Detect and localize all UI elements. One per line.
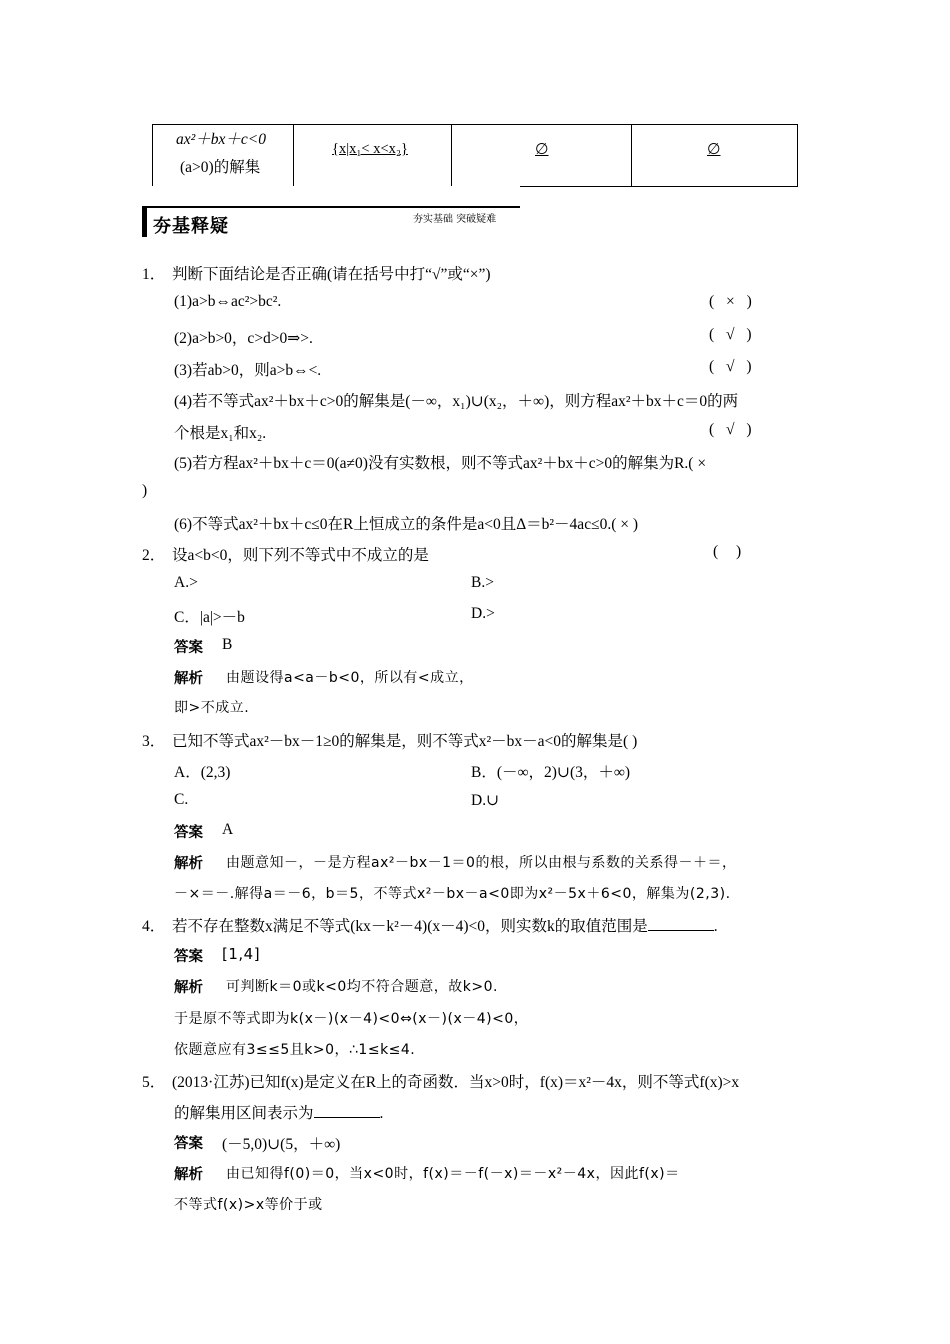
analysis-text: －×＝－.解得a＝－6，b＝5，不等式x²－bx－a<0即为x²－5x＋6<0，解集为(2,3). bbox=[174, 886, 731, 902]
table-divider bbox=[293, 124, 294, 186]
option-c: C. bbox=[174, 791, 189, 808]
answer-value: (－5,0)∪(5，＋∞) bbox=[222, 1136, 341, 1153]
section-rule bbox=[142, 206, 520, 208]
option-d: D.> bbox=[471, 605, 495, 622]
judge-item: (2)a>b>0，c>d>0⇒>. bbox=[174, 330, 313, 347]
answer-value: A bbox=[222, 821, 234, 838]
analysis-label: 解析 bbox=[174, 1167, 203, 1183]
question-stem: 判断下面结论是否正确(请在括号中打“√”或“×”) bbox=[172, 266, 491, 283]
question-stem-end: . bbox=[379, 1105, 384, 1122]
option-b: B.> bbox=[471, 574, 494, 591]
answer-label: 答案 bbox=[174, 949, 203, 965]
question-number: 2． bbox=[142, 547, 166, 564]
table-cell-empty: ∅ bbox=[535, 141, 549, 158]
option-b: B．(－∞，2)∪(3，＋∞) bbox=[471, 764, 631, 781]
analysis-text: 由题意知－，－是方程ax²－bx－1＝0的根，所以由根与系数的关系得－＋＝， bbox=[226, 855, 737, 871]
judge-item: (6)不等式ax²＋bx＋c≤0在R上恒成立的条件是a<0且Δ＝b²－4ac≤0.( × ) bbox=[174, 516, 639, 533]
question-stem-cont bbox=[174, 1101, 383, 1123]
judge-item: (4)若不等式ax²＋bx＋c>0的解集是(－∞，x₁)∪(x₂，＋∞)，则方程ax²＋bx＋c＝0的两 bbox=[174, 393, 739, 410]
table-divider bbox=[631, 124, 632, 186]
judge-item-cont: 个根是x₁和x₂. bbox=[174, 425, 267, 442]
judge-item-cont: ) bbox=[142, 482, 148, 499]
judge-mark: ( √ ) bbox=[709, 358, 752, 375]
answer-value: [1,4] bbox=[222, 945, 261, 963]
table-right-border bbox=[797, 124, 798, 186]
judge-item: (1)a>b⇔ac²>bc². bbox=[174, 293, 282, 310]
table-bottom-border bbox=[520, 186, 798, 187]
question-number: 1． bbox=[142, 266, 166, 283]
question-stem-end: . bbox=[713, 918, 718, 935]
judge-item: (5)若方程ax²＋bx＋c＝0(a≠0)没有实数根，则不等式ax²＋bx＋c>0的解集为R.( × bbox=[174, 455, 707, 472]
question-stem: (2013·江苏)已知f(x)是定义在R上的奇函数．当x>0时，f(x)＝x²－4x，则不等式f(x)>x bbox=[172, 1074, 740, 1091]
answer-paren: ( ) bbox=[713, 543, 742, 560]
analysis-text: 于是原不等式即为k(x－)(x－4)<0⇔(x－)(x－4)<0， bbox=[174, 1011, 529, 1027]
analysis-text: 由题设得a<a－b<0，所以有<成立， bbox=[226, 670, 474, 686]
analysis-text: 即>不成立. bbox=[174, 700, 250, 716]
analysis-label: 解析 bbox=[174, 856, 203, 872]
judge-item: (3)若ab>0，则a>b⇔<. bbox=[174, 362, 322, 379]
table-cell-empty: ∅ bbox=[707, 141, 721, 158]
analysis-text: 由已知得f(0)＝0，当x<0时，f(x)＝－f(－x)＝－x²－4x，因此f(x)＝ bbox=[226, 1166, 680, 1182]
question-number: 4． bbox=[142, 918, 166, 935]
option-d: D.∪ bbox=[471, 792, 500, 809]
table-divider bbox=[451, 124, 452, 186]
section-subtitle: 夯实基础 突破疑难 bbox=[413, 214, 497, 225]
table-cell-solution: {x|x₁< x<x₂} bbox=[332, 141, 408, 157]
table-top-border bbox=[152, 124, 798, 125]
question-stem bbox=[172, 914, 718, 936]
fill-blank bbox=[314, 1105, 380, 1118]
question-stem-text: 若不存在整数x满足不等式(kx－k²－4)(x－4)<0，则实数k的取值范围是 bbox=[172, 918, 648, 935]
analysis-text: 不等式f(x)>x等价于或 bbox=[174, 1197, 323, 1213]
judge-mark: ( × ) bbox=[709, 293, 752, 310]
fill-blank bbox=[648, 918, 714, 931]
analysis-label: 解析 bbox=[174, 671, 203, 687]
analysis-label: 解析 bbox=[174, 980, 203, 996]
answer-label: 答案 bbox=[174, 640, 203, 656]
table-row-label-2: (a>0)的解集 bbox=[180, 159, 261, 176]
question-stem: 已知不等式ax²－bx－1≥0的解集是，则不等式x²－bx－a<0的解集是( ) bbox=[172, 733, 638, 750]
answer-label: 答案 bbox=[174, 1136, 203, 1152]
answer-value: B bbox=[222, 636, 233, 653]
question-stem-text: 的解集用区间表示为 bbox=[174, 1105, 314, 1122]
option-a: A．(2,3) bbox=[174, 764, 231, 781]
judge-mark: ( √ ) bbox=[709, 421, 752, 438]
judge-mark: ( √ ) bbox=[709, 326, 752, 343]
table-left-border bbox=[152, 124, 153, 186]
section-title: 夯基释疑 bbox=[153, 216, 229, 237]
analysis-text: 依题意应有3≤≤5且k>0，∴1≤k≤4. bbox=[174, 1042, 416, 1058]
option-c: C．|a|>－b bbox=[174, 609, 245, 626]
table-row-label: ax²＋bx＋c<0 bbox=[176, 131, 266, 148]
option-a: A.> bbox=[174, 574, 198, 591]
question-number: 5． bbox=[142, 1074, 166, 1091]
answer-label: 答案 bbox=[174, 825, 203, 841]
question-stem: 设a<b<0，则下列不等式中不成立的是 bbox=[172, 547, 429, 564]
analysis-text: 可判断k＝0或k<0均不符合题意，故k>0. bbox=[226, 979, 498, 995]
section-bar bbox=[142, 206, 147, 237]
question-number: 3． bbox=[142, 733, 166, 750]
